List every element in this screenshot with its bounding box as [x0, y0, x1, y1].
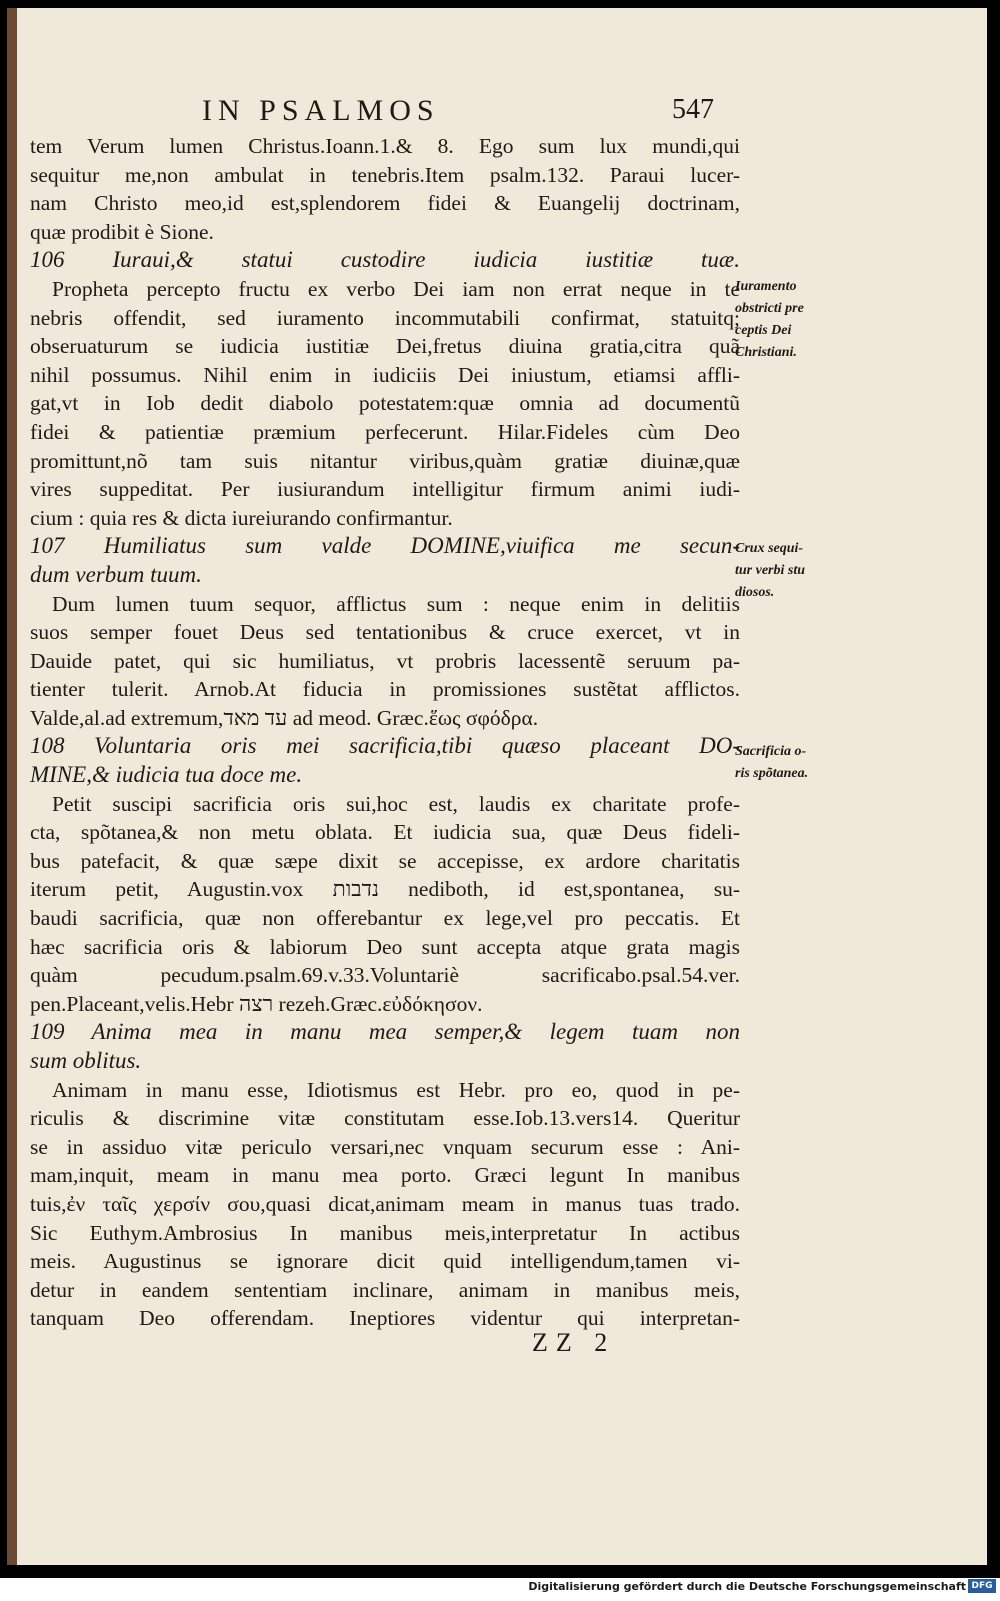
- margin-note-cross: [735, 538, 860, 604]
- verse-line: sum oblitus.: [30, 1048, 142, 1073]
- verse-line: 106 Iuraui,& statui custodire iudicia iustitiæ tuæ.: [30, 247, 740, 273]
- verse-line: 109 Anima mea in manu mea semper,& legem tuam non: [30, 1019, 740, 1045]
- margin-note-line: Christiani.: [735, 345, 797, 360]
- margin-note-line: ceptis Dei: [735, 323, 792, 338]
- body-line: detur in eandem sententiam inclinare, animam in manibus meis,: [30, 1277, 740, 1302]
- margin-note-line: ris spõtanea.: [735, 766, 809, 781]
- margin-note-line: Sacrificia o-: [735, 744, 807, 759]
- body-line: promittunt,nõ tam suis nitantur viribus,quàm gratiæ diuinæ,quæ: [30, 448, 740, 473]
- verse-line: 108 Voluntaria oris mei sacrificia,tibi quæso placeant DO-: [30, 733, 740, 759]
- body-line: cium : quia res & dicta iureiurando confirmantur.: [30, 505, 453, 530]
- body-line: nebris offendit, sed iuramento incommutabili confirmat, statuitq;: [30, 305, 740, 330]
- verse-line: 107 Humiliatus sum valde DOMINE,viuifica me secun-: [30, 533, 740, 559]
- margin-note-line: tur verbi stu: [735, 563, 806, 578]
- body-line: Dum lumen tuum sequor, afflictus sum : neque enim in delitiis: [52, 591, 740, 616]
- body-line: vires suppeditat. Per iusiurandum intelligitur firmum animi iudi-: [30, 477, 740, 502]
- body-line: baudi sacrificia, quæ non offerebantur ex lege,vel pro peccatis. Et: [30, 906, 740, 931]
- dfg-logo-icon: DFG: [968, 1579, 996, 1593]
- body-line: nihil possumus. Nihil enim in iudiciis Dei iniustum, etiamsi affli-: [30, 362, 740, 387]
- page-number: 547: [672, 94, 714, 125]
- footer-text: Digitalisierung gefördert durch die Deutsche Forschungsgemeinschaft: [528, 1580, 966, 1593]
- body-line: tanquam Deo offerendam. Ineptiores videntur qui interpretan-: [30, 1306, 740, 1331]
- body-line: suos semper fouet Deus sed tentationibus & cruce exercet, vt in: [30, 620, 740, 645]
- body-line: pen.Placeant,velis.Hebr רצה rezeh.Græc.εὐδόκησον.: [30, 991, 483, 1016]
- body-line: bus patefacit, & quæ sæpe dixit se accepisse, ex ardore charitatis: [30, 848, 740, 873]
- signature-mark: ZZ 2: [532, 1328, 616, 1357]
- book-page: [7, 8, 987, 1565]
- body-line: tuis,ἐν ταῖς χερσίν σου,quasi dicat,animam meam in manus tuas trado.: [30, 1191, 740, 1216]
- body-line: mam,inquit, meam in manu mea porto. Græci legunt In manibus: [30, 1163, 740, 1188]
- verse-line: dum verbum tuum.: [30, 561, 202, 587]
- body-line: se in assiduo vitæ periculo versari,nec vnquam securum esse : Ani-: [30, 1134, 740, 1159]
- body-line: cta, spõtanea,& non metu oblata. Et iudicia sua, quæ Deus fideli-: [30, 820, 740, 845]
- body-line: riculis & discrimine vitæ constitutam esse.Iob.13.vers14. Queritur: [30, 1106, 740, 1131]
- body-line: obseruaturum se iudicia iustitiæ Dei,fretus diuina gratia,citra quã: [30, 334, 740, 359]
- body-line: Petit suscipi sacrificia oris sui,hoc est, laudis ex charitate profe-: [52, 791, 740, 816]
- body-line: tienter tulerit. Arnob.At fiducia in promissiones sustẽtat afflictos.: [30, 677, 740, 702]
- body-line: nam Christo meo,id est,splendorem fidei & Euangelij doctrinam,: [30, 191, 740, 216]
- body-line: gat,vt in Iob dedit diabolo potestatem:quæ omnia ad documentũ: [30, 391, 740, 416]
- body-line: Animam in manu esse, Idiotismus est Hebr. pro eo, quod in pe-: [52, 1077, 740, 1102]
- body-line: fidei & patientiæ præmium perfecerunt. Hilar.Fideles cùm Deo: [30, 419, 740, 444]
- running-head: IN PSALMOS: [202, 94, 440, 127]
- margin-note-oath: [735, 276, 860, 364]
- body-line: Valde,al.ad extremum,עד מאד ad meod. Græc.ἕως σφόδρα.: [30, 705, 539, 730]
- body-line: hæc sacrificia oris & labiorum Deo sunt accepta atque grata magis: [30, 934, 740, 959]
- body-text: [30, 132, 740, 1333]
- margin-note-line: Iuramento: [735, 279, 797, 294]
- body-line: meis. Augustinus se ignorare dicit quid intelligendum,tamen vi-: [30, 1249, 740, 1274]
- body-line: quæ prodibit è Sione.: [30, 219, 214, 244]
- margin-note-line: Crux sequi-: [735, 541, 804, 556]
- body-line: Sic Euthym.Ambrosius In manibus meis,interpretatur In actibus: [30, 1220, 740, 1245]
- body-line: sequitur me,non ambulat in tenebris.Item psalm.132. Paraui lucer-: [30, 162, 740, 187]
- verse-line: MINE,& iudicia tua doce me.: [30, 762, 303, 788]
- body-line: iterum petit, Augustin.vox נדבות nediboth, id est,spontanea, su-: [30, 877, 740, 902]
- margin-note-line: diosos.: [735, 585, 775, 600]
- body-line: Dauide patet, qui sic humiliatus, vt probris lacessentẽ seruum pa-: [30, 648, 740, 673]
- body-line: Propheta percepto fructu ex verbo Dei iam non errat neque in te: [52, 276, 740, 301]
- margin-note-sacrifice: [735, 741, 860, 785]
- body-line: tem Verum lumen Christus.Ioann.1.& 8. Ego sum lux mundi,qui: [30, 134, 740, 158]
- body-line: quàm pecudum.psalm.69.v.33.Voluntariè sacrificabo.psal.54.ver.: [30, 963, 740, 988]
- margin-note-line: obstricti pre: [735, 301, 804, 316]
